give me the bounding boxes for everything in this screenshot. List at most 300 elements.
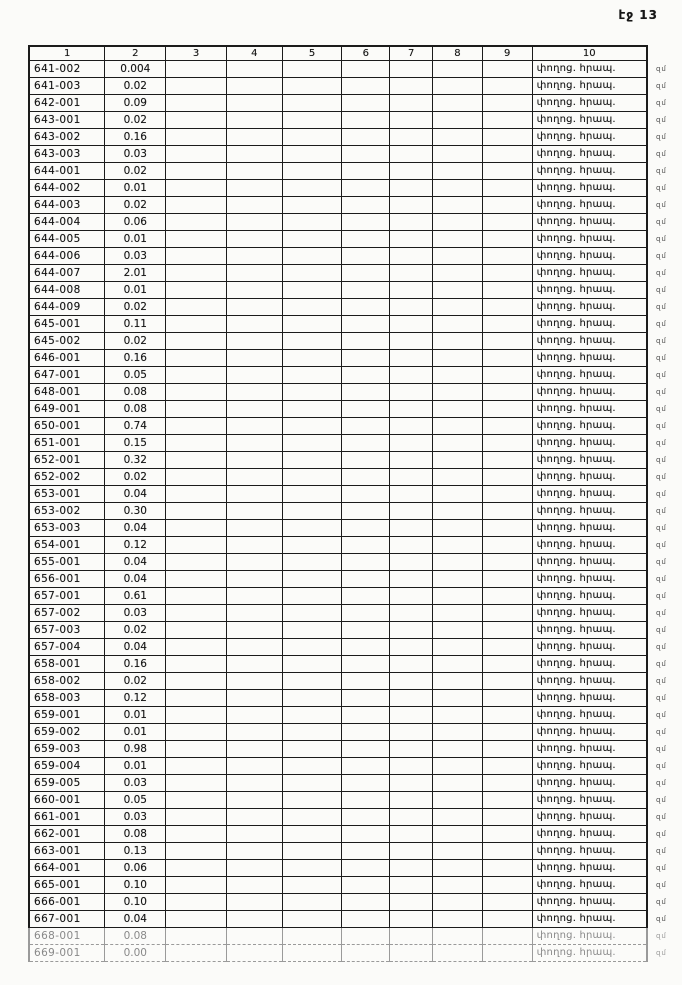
row-empty-cell-7 (390, 248, 433, 265)
row-value-cell: 0.01 (105, 724, 166, 741)
row-value-cell: 0.06 (105, 214, 166, 231)
row-note-cell: փողոց. հրապ. (532, 860, 647, 877)
margin-mark: զմ (655, 881, 667, 889)
row-empty-cell-9 (482, 911, 532, 928)
row-empty-cell-6 (342, 537, 390, 554)
row-empty-cell-9 (482, 384, 532, 401)
margin-mark: զմ (655, 898, 667, 906)
table-row (29, 605, 681, 622)
row-empty-cell-7 (390, 265, 433, 282)
row-empty-cell-3 (166, 95, 227, 112)
row-empty-cell-4 (226, 95, 282, 112)
row-empty-cell-3 (166, 299, 227, 316)
row-empty-cell-4 (226, 129, 282, 146)
row-empty-cell-3 (166, 282, 227, 299)
row-empty-cell-3 (166, 826, 227, 843)
row-empty-cell-4 (226, 724, 282, 741)
table-row (29, 384, 681, 401)
row-value-cell: 0.04 (105, 639, 166, 656)
row-empty-cell-3 (166, 894, 227, 911)
row-code-cell: 649-001 (29, 401, 105, 418)
row-empty-cell-8 (433, 928, 483, 945)
row-empty-cell-9 (482, 520, 532, 537)
row-empty-cell-3 (166, 741, 227, 758)
row-empty-cell-8 (433, 520, 483, 537)
row-value-cell: 0.01 (105, 231, 166, 248)
table-row (29, 163, 681, 180)
row-empty-cell-8 (433, 673, 483, 690)
row-empty-cell-8 (433, 707, 483, 724)
row-empty-cell-5 (282, 214, 342, 231)
row-note-cell: փողոց. հրապ. (532, 367, 647, 384)
row-empty-cell-6 (342, 520, 390, 537)
table-row (29, 129, 681, 146)
row-value-cell: 0.02 (105, 333, 166, 350)
margin-mark: զմ (655, 218, 667, 226)
row-empty-cell-7 (390, 231, 433, 248)
row-empty-cell-8 (433, 809, 483, 826)
row-note-cell: փողոց. հրապ. (532, 945, 647, 962)
row-code-cell: 644-003 (29, 197, 105, 214)
table-row (29, 724, 681, 741)
row-empty-cell-9 (482, 826, 532, 843)
row-empty-cell-7 (390, 214, 433, 231)
row-empty-cell-3 (166, 129, 227, 146)
row-empty-cell-7 (390, 639, 433, 656)
row-empty-cell-8 (433, 401, 483, 418)
margin-mark: զմ (655, 303, 667, 311)
row-empty-cell-5 (282, 537, 342, 554)
row-empty-cell-3 (166, 486, 227, 503)
row-empty-cell-3 (166, 843, 227, 860)
row-note-cell: փողոց. հրապ. (532, 758, 647, 775)
row-empty-cell-4 (226, 214, 282, 231)
row-note-cell: փողոց. հրապ. (532, 673, 647, 690)
row-empty-cell-9 (482, 588, 532, 605)
row-note-cell: փողոց. հրապ. (532, 656, 647, 673)
row-empty-cell-6 (342, 316, 390, 333)
row-empty-cell-4 (226, 945, 282, 962)
row-note-cell: փողոց. հրապ. (532, 911, 647, 928)
row-empty-cell-4 (226, 809, 282, 826)
table-body (29, 61, 681, 962)
row-empty-cell-7 (390, 180, 433, 197)
row-empty-cell-9 (482, 775, 532, 792)
row-empty-cell-7 (390, 129, 433, 146)
row-empty-cell-6 (342, 775, 390, 792)
row-code-cell: 668-001 (29, 928, 105, 945)
row-note-cell: փողոց. հրապ. (532, 877, 647, 894)
row-empty-cell-9 (482, 945, 532, 962)
row-empty-cell-7 (390, 146, 433, 163)
row-empty-cell-9 (482, 197, 532, 214)
row-empty-cell-3 (166, 384, 227, 401)
column-header-6: 6 (342, 46, 390, 61)
row-empty-cell-8 (433, 894, 483, 911)
row-empty-cell-6 (342, 894, 390, 911)
row-empty-cell-6 (342, 129, 390, 146)
row-empty-cell-8 (433, 639, 483, 656)
row-empty-cell-3 (166, 724, 227, 741)
row-code-cell: 648-001 (29, 384, 105, 401)
table-row (29, 860, 681, 877)
row-empty-cell-5 (282, 452, 342, 469)
margin-mark: զմ (655, 337, 667, 345)
row-empty-cell-8 (433, 214, 483, 231)
row-note-cell: փողոց. հրապ. (532, 605, 647, 622)
row-empty-cell-7 (390, 809, 433, 826)
row-note-cell: փողոց. հրապ. (532, 503, 647, 520)
row-empty-cell-8 (433, 537, 483, 554)
row-value-cell: 0.10 (105, 894, 166, 911)
row-value-cell: 0.16 (105, 129, 166, 146)
row-note-cell: փողոց. հրապ. (532, 214, 647, 231)
row-empty-cell-7 (390, 724, 433, 741)
row-empty-cell-8 (433, 792, 483, 809)
row-value-cell: 0.02 (105, 112, 166, 129)
margin-mark: զմ (655, 643, 667, 651)
scanned-table-container (28, 45, 682, 962)
row-value-cell: 0.32 (105, 452, 166, 469)
table-row (29, 214, 681, 231)
row-value-cell: 0.04 (105, 486, 166, 503)
row-empty-cell-4 (226, 265, 282, 282)
table-row (29, 622, 681, 639)
row-empty-cell-5 (282, 112, 342, 129)
row-empty-cell-9 (482, 61, 532, 78)
row-empty-cell-9 (482, 877, 532, 894)
row-empty-cell-6 (342, 860, 390, 877)
row-empty-cell-8 (433, 724, 483, 741)
row-note-cell: փողոց. հրապ. (532, 690, 647, 707)
row-empty-cell-5 (282, 163, 342, 180)
row-empty-cell-6 (342, 282, 390, 299)
row-value-cell: 0.98 (105, 741, 166, 758)
row-empty-cell-6 (342, 248, 390, 265)
row-empty-cell-4 (226, 486, 282, 503)
row-empty-cell-8 (433, 622, 483, 639)
row-empty-cell-7 (390, 843, 433, 860)
row-value-cell: 0.08 (105, 928, 166, 945)
row-empty-cell-3 (166, 520, 227, 537)
row-empty-cell-8 (433, 299, 483, 316)
row-empty-cell-8 (433, 826, 483, 843)
row-code-cell: 659-005 (29, 775, 105, 792)
row-empty-cell-8 (433, 741, 483, 758)
row-note-cell: փողոց. հրապ. (532, 520, 647, 537)
row-empty-cell-4 (226, 707, 282, 724)
row-empty-cell-6 (342, 367, 390, 384)
table-row (29, 486, 681, 503)
row-note-cell: փողոց. հրապ. (532, 707, 647, 724)
row-empty-cell-9 (482, 231, 532, 248)
table-row (29, 146, 681, 163)
margin-mark: զմ (655, 184, 667, 192)
row-empty-cell-3 (166, 605, 227, 622)
row-note-cell: փողոց. հրապ. (532, 588, 647, 605)
row-empty-cell-9 (482, 469, 532, 486)
row-note-cell: փողոց. հրապ. (532, 146, 647, 163)
row-empty-cell-3 (166, 571, 227, 588)
row-code-cell: 644-006 (29, 248, 105, 265)
row-empty-cell-8 (433, 588, 483, 605)
margin-mark: զմ (655, 99, 667, 107)
page-number-label: էջ 13 (618, 8, 658, 22)
row-empty-cell-5 (282, 707, 342, 724)
row-empty-cell-6 (342, 78, 390, 95)
row-empty-cell-6 (342, 758, 390, 775)
row-empty-cell-3 (166, 707, 227, 724)
row-note-cell: փողոց. հրապ. (532, 809, 647, 826)
row-value-cell: 0.15 (105, 435, 166, 452)
row-empty-cell-6 (342, 299, 390, 316)
row-empty-cell-3 (166, 146, 227, 163)
row-empty-cell-3 (166, 367, 227, 384)
table-row (29, 401, 681, 418)
row-empty-cell-6 (342, 741, 390, 758)
row-empty-cell-7 (390, 299, 433, 316)
row-empty-cell-9 (482, 843, 532, 860)
row-empty-cell-5 (282, 180, 342, 197)
margin-mark: զմ (655, 133, 667, 141)
row-empty-cell-7 (390, 911, 433, 928)
row-empty-cell-8 (433, 775, 483, 792)
table-header (29, 46, 681, 61)
row-empty-cell-3 (166, 435, 227, 452)
row-value-cell: 0.06 (105, 860, 166, 877)
row-empty-cell-6 (342, 452, 390, 469)
row-empty-cell-8 (433, 690, 483, 707)
row-empty-cell-7 (390, 197, 433, 214)
row-code-cell: 665-001 (29, 877, 105, 894)
row-empty-cell-3 (166, 622, 227, 639)
column-header-2: 2 (105, 46, 166, 61)
row-empty-cell-8 (433, 180, 483, 197)
row-empty-cell-7 (390, 792, 433, 809)
row-empty-cell-9 (482, 299, 532, 316)
row-empty-cell-6 (342, 809, 390, 826)
row-code-cell: 641-002 (29, 61, 105, 78)
margin-mark: զմ (655, 490, 667, 498)
row-empty-cell-7 (390, 928, 433, 945)
row-empty-cell-5 (282, 384, 342, 401)
row-note-cell: փողոց. հրապ. (532, 486, 647, 503)
row-empty-cell-5 (282, 78, 342, 95)
row-value-cell: 0.16 (105, 656, 166, 673)
row-code-cell: 643-001 (29, 112, 105, 129)
row-note-cell: փողոց. հրապ. (532, 316, 647, 333)
row-code-cell: 646-001 (29, 350, 105, 367)
row-empty-cell-4 (226, 911, 282, 928)
table-row (29, 316, 681, 333)
row-empty-cell-4 (226, 741, 282, 758)
margin-mark: զմ (655, 371, 667, 379)
row-note-cell: փողոց. հրապ. (532, 928, 647, 945)
row-code-cell: 669-001 (29, 945, 105, 962)
margin-mark: զմ (655, 269, 667, 277)
row-empty-cell-3 (166, 452, 227, 469)
row-empty-cell-5 (282, 911, 342, 928)
row-note-cell: փողոց. հրապ. (532, 180, 647, 197)
margin-mark: զմ (655, 422, 667, 430)
row-empty-cell-7 (390, 486, 433, 503)
row-empty-cell-9 (482, 673, 532, 690)
table-row (29, 112, 681, 129)
margin-mark: զմ (655, 541, 667, 549)
row-empty-cell-4 (226, 792, 282, 809)
row-empty-cell-8 (433, 945, 483, 962)
row-empty-cell-6 (342, 61, 390, 78)
row-empty-cell-6 (342, 469, 390, 486)
row-code-cell: 660-001 (29, 792, 105, 809)
row-empty-cell-4 (226, 928, 282, 945)
row-empty-cell-3 (166, 537, 227, 554)
row-value-cell: 2.01 (105, 265, 166, 282)
row-empty-cell-8 (433, 163, 483, 180)
row-value-cell: 0.02 (105, 673, 166, 690)
row-empty-cell-3 (166, 792, 227, 809)
row-empty-cell-3 (166, 316, 227, 333)
row-empty-cell-5 (282, 724, 342, 741)
row-empty-cell-8 (433, 350, 483, 367)
row-empty-cell-3 (166, 197, 227, 214)
row-code-cell: 642-001 (29, 95, 105, 112)
row-empty-cell-3 (166, 231, 227, 248)
row-note-cell: փողոց. հրապ. (532, 452, 647, 469)
row-empty-cell-3 (166, 758, 227, 775)
row-note-cell: փողոց. հրապ. (532, 197, 647, 214)
row-empty-cell-4 (226, 78, 282, 95)
row-empty-cell-3 (166, 163, 227, 180)
table-row (29, 350, 681, 367)
margin-mark: զմ (655, 167, 667, 175)
row-empty-cell-8 (433, 316, 483, 333)
row-empty-cell-9 (482, 792, 532, 809)
row-empty-cell-7 (390, 333, 433, 350)
row-empty-cell-6 (342, 724, 390, 741)
row-empty-cell-5 (282, 350, 342, 367)
row-value-cell: 0.02 (105, 299, 166, 316)
row-empty-cell-4 (226, 758, 282, 775)
row-empty-cell-3 (166, 265, 227, 282)
row-value-cell: 0.08 (105, 384, 166, 401)
margin-header-spacer (647, 46, 681, 61)
row-empty-cell-4 (226, 61, 282, 78)
row-empty-cell-8 (433, 843, 483, 860)
row-empty-cell-3 (166, 554, 227, 571)
row-note-cell: փողոց. հրապ. (532, 435, 647, 452)
row-empty-cell-7 (390, 112, 433, 129)
row-empty-cell-8 (433, 146, 483, 163)
row-empty-cell-7 (390, 401, 433, 418)
row-empty-cell-5 (282, 486, 342, 503)
row-empty-cell-6 (342, 112, 390, 129)
row-note-cell: փողոց. հրապ. (532, 384, 647, 401)
margin-mark: զմ (655, 456, 667, 464)
row-note-cell: փողոց. հրապ. (532, 537, 647, 554)
row-code-cell: 657-004 (29, 639, 105, 656)
row-empty-cell-3 (166, 911, 227, 928)
row-empty-cell-6 (342, 503, 390, 520)
table-row (29, 452, 681, 469)
row-empty-cell-8 (433, 911, 483, 928)
row-empty-cell-8 (433, 384, 483, 401)
row-empty-cell-5 (282, 945, 342, 962)
row-empty-cell-6 (342, 792, 390, 809)
row-value-cell: 0.05 (105, 367, 166, 384)
row-note-cell: փողոց. հրապ. (532, 554, 647, 571)
row-value-cell: 0.03 (105, 248, 166, 265)
row-empty-cell-4 (226, 605, 282, 622)
margin-mark: զմ (655, 235, 667, 243)
row-empty-cell-4 (226, 282, 282, 299)
row-empty-cell-4 (226, 197, 282, 214)
row-empty-cell-9 (482, 129, 532, 146)
table-row (29, 741, 681, 758)
column-header-7: 7 (390, 46, 433, 61)
row-empty-cell-8 (433, 129, 483, 146)
table-row (29, 520, 681, 537)
row-empty-cell-6 (342, 571, 390, 588)
column-header-9: 9 (482, 46, 532, 61)
row-empty-cell-5 (282, 622, 342, 639)
row-empty-cell-4 (226, 418, 282, 435)
margin-mark: զմ (655, 116, 667, 124)
row-empty-cell-3 (166, 690, 227, 707)
margin-mark: զմ (655, 779, 667, 787)
row-code-cell: 653-002 (29, 503, 105, 520)
row-empty-cell-4 (226, 163, 282, 180)
row-empty-cell-7 (390, 775, 433, 792)
row-empty-cell-9 (482, 554, 532, 571)
row-empty-cell-3 (166, 656, 227, 673)
row-empty-cell-8 (433, 78, 483, 95)
row-value-cell: 0.12 (105, 537, 166, 554)
row-empty-cell-4 (226, 401, 282, 418)
margin-mark: զմ (655, 745, 667, 753)
row-empty-cell-7 (390, 316, 433, 333)
row-empty-cell-5 (282, 469, 342, 486)
row-code-cell: 654-001 (29, 537, 105, 554)
row-empty-cell-6 (342, 622, 390, 639)
row-value-cell: 0.16 (105, 350, 166, 367)
row-code-cell: 659-004 (29, 758, 105, 775)
margin-mark: զմ (655, 150, 667, 158)
row-note-cell: փողոց. հրապ. (532, 61, 647, 78)
margin-mark: զմ (655, 830, 667, 838)
row-empty-cell-7 (390, 384, 433, 401)
row-empty-cell-3 (166, 78, 227, 95)
row-note-cell: փողոց. հրապ. (532, 724, 647, 741)
row-note-cell: փողոց. հրապ. (532, 333, 647, 350)
table-row (29, 469, 681, 486)
row-empty-cell-8 (433, 248, 483, 265)
row-empty-cell-7 (390, 554, 433, 571)
row-empty-cell-4 (226, 656, 282, 673)
row-empty-cell-6 (342, 146, 390, 163)
row-value-cell: 0.004 (105, 61, 166, 78)
table-row (29, 554, 681, 571)
row-empty-cell-4 (226, 826, 282, 843)
row-empty-cell-5 (282, 435, 342, 452)
row-value-cell: 0.08 (105, 401, 166, 418)
row-empty-cell-9 (482, 350, 532, 367)
table-row (29, 571, 681, 588)
row-empty-cell-8 (433, 95, 483, 112)
row-code-cell: 641-003 (29, 78, 105, 95)
row-empty-cell-9 (482, 928, 532, 945)
margin-mark: զմ (655, 864, 667, 872)
